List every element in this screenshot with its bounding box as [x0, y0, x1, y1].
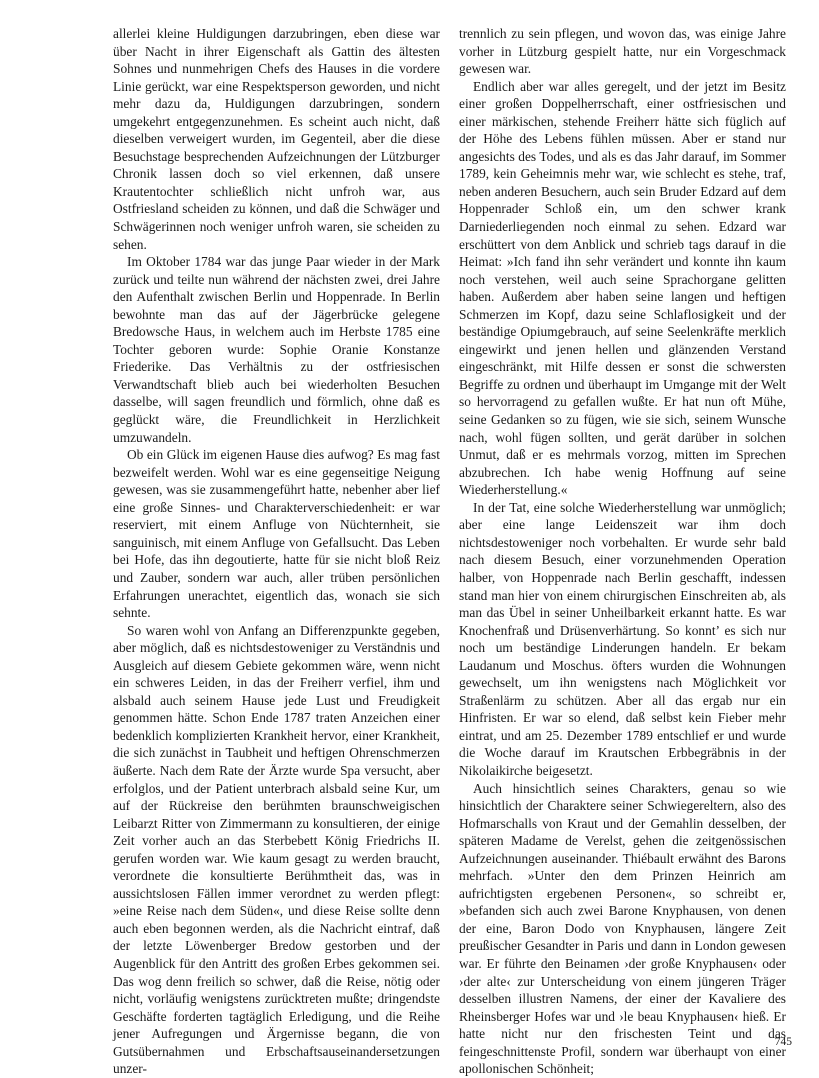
paragraph: In der Tat, eine solche Wiederherstellung war unmöglich; aber eine lange Leidenszeit war ihm doch nichtsdestoweniger noch vorbehalten. Er wurde sehr bald nach diesem Besuch, einer vorzunehmenden Operation halber, von Hoppenrade nach Berlin geschafft, indessen stand man hier von einem chirurgischen Einschreiten ab, als man das Übel in seiner Unheilbarkeit erkannt hatte. Es war Knochenfraß und Drüsenverhärtung. So konnt’ es sich nur noch um beständige Linderungen handeln. Er bekam Laudanum und Moschus. öfters wurden die Wohnungen gewechselt, um ihn wenigstens nach Möglichkeit vor Straßenlärm zu schützen. Aber all das ergab nur ein Hinfristen. Er war so elend, daß selbst kein Fieber mehr eintrat, und am 25. Dezember 1789 entschlief er und wurde die Woche darauf im Krautschen Erbbegräbnis in der Nikolaikirche beigesetzt. — [459, 499, 786, 778]
paragraph: trennlich zu sein pflegen, und wovon das, was einige Jahre vorher in Lützburg gespielt hatte, nur ein Vorgeschmack gewesen war. — [459, 26, 786, 77]
right-text-column — [459, 25, 786, 1078]
paragraph: Ob ein Glück im eigenen Hause dies aufwog? Es mag fast bezweifelt werden. Wohl war es eine gegenseitige Neigung gewesen, was sie zusammengeführt hatte, nebenher aber lief eine große Sinnes- und Charakterverschiedenheit: er war reserviert, mit einem Anfluge von Nüchternheit, sie sanguinisch, mit einem Anfluge von Gefallsucht. Das Leben bei Hofe, das ihn degoutierte, hatte für sie nicht bloß Reiz und Zauber, sondern war auch, aller trüben persönlichen Erfahrungen unerachtet, eigentlich das, wonach sie sich sehnte. — [113, 447, 440, 621]
page-number: 745 — [774, 1036, 792, 1048]
paragraph: Endlich aber war alles geregelt, und der jetzt im Besitz einer großen Doppelherrschaft, einer ostfriesischen und einer märkischen, stehende Freiherr hätte sich füglich auf der Höhe des Lebens fühlen müssen. Aber er stand nur angesichts des Todes, und als es das Jahr darauf, im Sommer 1789, kein Geheimnis mehr war, wie schlecht es stehe, traf, neben anderen Besuchern, auch sein Bruder Edzard auf dem Hoppenrader Schloß ein, um den schwer krank Darniederliegenden noch einmal zu sehen. Edzard war erschüttert von dem Anblick und schrieb tags darauf in die Heimat: »Ich fand ihn sehr verändert und konnte ihn kaum noch verstehen, weil auch seine Sprachorgane gelitten haben. Außerdem aber haben seine langen und heftigen Schmerzen im Kopf, dazu seine Schlaflosigkeit und der beständige Opiumgebrauch, auf seine Seelenkräfte merklich eingewirkt und jenen hellen und glänzenden Verstand eingeschränkt, mit Hilfe dessen er sonst die schwersten Begriffe zu ordnen und überhaupt im Umgange mit der Welt so hervorragend zu gefallen wußte. Er hat nun oft Mühe, seine Gedanken so zu fügen, wie sie sich, seinem Wunsche nach, wohl fügen sollten, und gerät darüber in solchen Unmut, daß er es mehrmals vorzog, mitten im Sprechen abzubrechen. Ich habe wenig Hoffnung auf seine Wiederherstellung.« — [459, 78, 786, 498]
paragraph: So waren wohl von Anfang an Differenzpunkte gegeben, aber möglich, daß es nichtsdestoweniger zu Verständnis und Ausgleich auf diesem Gebiete gekommen wäre, wenn nicht ein schweres Leiden, in das der Freiherr verfiel, ihm und alsbald auch seinem Hause jede Lust und Freudigkeit genommen hätte. Schon Ende 1787 traten Anzeichen einer bedenklich komplizierten Krankheit hervor, einer Krankheit, die sich zunächst in Taubheit und heftigen Ohrenschmerzen äußerte. Nach dem Rate der Ärzte wurde Spa versucht, aber erfolglos, und der Patient unterbrach alsbald seine Kur, um auf der Rückreise den berühmten braunschweigischen Leibarzt Ritter von Zimmermann zu konsultieren, der einige Zeit vorher auch an das Sterbebett König Friedrichs II. gerufen worden war. Wie kaum gesagt zu werden braucht, verordnete die konsultierte Berühmtheit das, was in aussichtslosen Fällen immer verordnet zu werden pflegt: »eine Reise nach dem Süden«, und diese Reise sollte denn auch eben begonnen werden, als die Nachricht eintraf, daß der letzte Löwenberger Bredow gestorben und der Augenblick für den Antritt des großen Erbes gekommen sei. Das wog denn freilich so schwer, daß die Reise, nötig oder nicht, vorläufig wenigstens zurücktreten mußte; dringendste Geschäfte forderten tagtäglich Erledigung, und die Reihe jener Aufregungen und Ärgernisse begann, die von Gutsübernahmen und Erbschaftsauseinandersetzungen unzer- — [113, 622, 440, 1077]
left-text-column — [113, 25, 440, 1078]
paragraph: Im Oktober 1784 war das junge Paar wieder in der Mark zurück und teilte nun während der nächsten zwei, drei Jahre den Aufenthalt zwischen Berlin und Hoppenrade. In Berlin bewohnte man das auf der Jägerbrücke gelegene Bredowsche Haus, in welchem auch im Herbste 1785 eine Tochter geboren wurde: Sophie Oranie Konstanze Friederike. Das Verhältnis zu der ostfriesischen Verwandtschaft blieb auch bei wiederholten Besuchen dasselbe, will sagen freundlich und förmlich, ohne daß es geglückt wäre, die Freundlichkeit in Herzlichkeit umzuwandeln. — [113, 254, 440, 445]
paragraph: Auch hinsichtlich seines Charakters, genau so wie hinsichtlich der Charaktere seiner Schwiegereltern, also des Hofmarschalls von Kraut und der Gemahlin desselben, der späteren Madame de Verelst, gehen die zeitgenössischen Aufzeichnungen auseinander. Thiébault erwähnt des Barons mehrfach. »Unter den dem Prinzen Heinrich am aufrichtigsten ergebenen Personen«, so schreibt er, »befanden sich auch zwei Barone Knyphausen, von denen der eine, Baron Dodo von Knyphausen, längere Zeit preußischer Gesandter in Paris und dann in London gewesen war. Er führte den Beinamen ›der große Knyphausen‹ oder ›der alte‹ zur Unterscheidung von einem jüngeren Träger desselben illustren Namens, der einer der Kavaliere des Rheinsberger Hofes war und ›le beau Knyphausen‹ hieß. Er hatte nicht nur den frischesten Teint und das feingeschnittenste Profil, sondern war überhaupt von einer apollonischen Schönheit; — [459, 780, 786, 1077]
paragraph: allerlei kleine Huldigungen darzubringen, eben diese war über Nacht in ihrer Eigenschaft als Gattin des ältesten Sohnes und nunmehrigen Chefs des Hauses in die vordere Linie gerückt, war eine Respektsperson geworden, und nicht mehr dazu da, Huldigungen darzubringen, sondern umgekehrt entgegenzunehmen. Es scheint auch nicht, daß dieselben verweigert wurden, im Gegenteil, aber die diese Besuchstage besprechenden Aufzeichnungen der Lützburger Chronik lassen doch so viel erkennen, daß unsere Krautentochter schließlich nicht unfroh war, aus Ostfriesland scheiden zu können, und daß die Schwäger und Schwägerinnen noch weniger unfroh waren, sie scheiden zu sehen. — [113, 26, 440, 252]
